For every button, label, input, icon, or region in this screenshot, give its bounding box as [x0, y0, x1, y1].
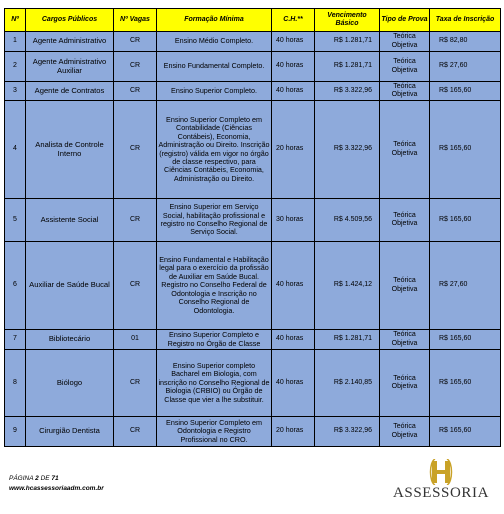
- page-number: [9, 475, 59, 482]
- cell-taxa: R$ 82,80: [430, 32, 501, 52]
- cell-num: 6: [5, 242, 26, 330]
- table-row: [5, 417, 501, 447]
- cell-formacao: Ensino Fundamental e Habilitação legal para o exercício da profissão de Auxiliar em Saúde Bucal. Registro no Conselho Federal de Odontologia e Inscrição no Conselho Regional de Odontologia.: [157, 242, 272, 330]
- logo-text: ASSESSORIA: [392, 485, 490, 501]
- table-row: [5, 199, 501, 242]
- cell-vagas: CR: [114, 242, 157, 330]
- hc-logo-icon: [427, 459, 455, 485]
- cell-ch: 20 horas: [272, 417, 315, 447]
- company-logo: [391, 459, 501, 513]
- cell-vagas: CR: [114, 32, 157, 52]
- cell-cargo: Cirurgião Dentista: [26, 417, 114, 447]
- table-row: [5, 350, 501, 417]
- cell-cargo: Agente Administrativo Auxiliar: [26, 52, 114, 82]
- cell-formacao: Ensino Superior Completo em Odontologia e Registro Profissional no CRO.: [157, 417, 272, 447]
- table-row: [5, 101, 501, 199]
- cell-cargo: Assistente Social: [26, 199, 114, 242]
- cell-vencimento: R$ 2.140,85: [315, 350, 380, 417]
- cell-vencimento: R$ 3.322,96: [315, 101, 380, 199]
- cell-taxa: R$ 27,60: [430, 242, 501, 330]
- cell-vencimento: R$ 3.322,96: [315, 82, 380, 101]
- cell-taxa: R$ 165,60: [430, 417, 501, 447]
- cell-num: 2: [5, 52, 26, 82]
- cell-vencimento: R$ 1.424,12: [315, 242, 380, 330]
- cell-vagas: CR: [114, 82, 157, 101]
- cell-formacao: Ensino Superior Completo em Contabilidade (Ciências Contábeis), Economia, Administração ou Direito. Inscrição (registro) válida em vigor no órgão de classe respectivo, para Ciências Contábeis, Economia, Administração ou Direito.: [157, 101, 272, 199]
- cell-cargo: Biólogo: [26, 350, 114, 417]
- cell-formacao: Ensino Superior em Serviço Social, habilitação profissional e registro no Conselho Regional de Serviço Social.: [157, 199, 272, 242]
- header-cargo: Cargos Públicos: [26, 9, 114, 32]
- vacancies-table: [4, 8, 501, 447]
- header-vencimento: Vencimento Básico: [315, 9, 380, 32]
- cell-ch: 20 horas: [272, 101, 315, 199]
- cell-prova: Teórica Objetiva: [380, 350, 430, 417]
- cell-ch: 40 horas: [272, 350, 315, 417]
- table-row: [5, 330, 501, 350]
- cell-taxa: R$ 165,60: [430, 199, 501, 242]
- cell-num: 5: [5, 199, 26, 242]
- cell-vencimento: R$ 1.281,71: [315, 52, 380, 82]
- cell-cargo: Bibliotecário: [26, 330, 114, 350]
- cell-prova: Teórica Objetiva: [380, 330, 430, 350]
- cell-taxa: R$ 165,60: [430, 101, 501, 199]
- cell-vagas: 01: [114, 330, 157, 350]
- cell-num: 8: [5, 350, 26, 417]
- cell-formacao: Ensino Superior completo Bacharel em Biologia, com inscrição no Conselho Regional de Biologia (CRBIO) ou Órgão de Classe que vier a lhe substituir.: [157, 350, 272, 417]
- website-link[interactable]: www.hcassessoriaadm.com.br: [9, 485, 104, 492]
- cell-num: 4: [5, 101, 26, 199]
- header-formacao: Formação Mínima: [157, 9, 272, 32]
- table-row: [5, 52, 501, 82]
- header-num: Nº: [5, 9, 26, 32]
- page-separator: DE: [40, 475, 50, 482]
- cell-ch: 40 horas: [272, 330, 315, 350]
- cell-num: 3: [5, 82, 26, 101]
- header-ch: C.H.**: [272, 9, 315, 32]
- cell-cargo: Auxiliar de Saúde Bucal: [26, 242, 114, 330]
- cell-prova: Teórica Objetiva: [380, 82, 430, 101]
- cell-vagas: CR: [114, 101, 157, 199]
- cell-prova: Teórica Objetiva: [380, 52, 430, 82]
- cell-ch: 40 horas: [272, 52, 315, 82]
- table-row: [5, 32, 501, 52]
- cell-num: 1: [5, 32, 26, 52]
- cell-prova: Teórica Objetiva: [380, 101, 430, 199]
- cell-vagas: CR: [114, 350, 157, 417]
- cell-ch: 30 horas: [272, 199, 315, 242]
- cell-formacao: Ensino Superior Completo e Registro no Órgão de Classe: [157, 330, 272, 350]
- cell-vencimento: R$ 1.281,71: [315, 32, 380, 52]
- cell-cargo: Agente Administrativo: [26, 32, 114, 52]
- cell-taxa: R$ 165,60: [430, 350, 501, 417]
- cell-ch: 40 horas: [272, 82, 315, 101]
- cell-vencimento: R$ 4.509,56: [315, 199, 380, 242]
- header-taxa: Taxa de Inscrição: [430, 9, 501, 32]
- header-vagas: Nº Vagas: [114, 9, 157, 32]
- cell-vagas: CR: [114, 417, 157, 447]
- table-row: [5, 82, 501, 101]
- cell-prova: Teórica Objetiva: [380, 417, 430, 447]
- cell-formacao: Ensino Superior Completo.: [157, 82, 272, 101]
- cell-vencimento: R$ 1.281,71: [315, 330, 380, 350]
- cell-num: 7: [5, 330, 26, 350]
- header-prova: Tipo de Prova: [380, 9, 430, 32]
- page-total: 71: [51, 475, 59, 482]
- cell-prova: Teórica Objetiva: [380, 242, 430, 330]
- cell-ch: 40 horas: [272, 32, 315, 52]
- cell-prova: Teórica Objetiva: [380, 32, 430, 52]
- page-prefix: PÁGINA: [9, 475, 34, 482]
- cell-ch: 40 horas: [272, 242, 315, 330]
- cell-taxa: R$ 165,60: [430, 330, 501, 350]
- cell-cargo: Analista de Controle Interno: [26, 101, 114, 199]
- cell-formacao: Ensino Fundamental Completo.: [157, 52, 272, 82]
- table-header-row: [5, 9, 501, 32]
- cell-vagas: CR: [114, 199, 157, 242]
- cell-prova: Teórica Objetiva: [380, 199, 430, 242]
- cell-formacao: Ensino Médio Completo.: [157, 32, 272, 52]
- cell-cargo: Agente de Contratos: [26, 82, 114, 101]
- cell-taxa: R$ 165,60: [430, 82, 501, 101]
- cell-vagas: CR: [114, 52, 157, 82]
- cell-num: 9: [5, 417, 26, 447]
- page-current: 2: [35, 475, 39, 482]
- table-row: [5, 242, 501, 330]
- cell-vencimento: R$ 3.322,96: [315, 417, 380, 447]
- cell-taxa: R$ 27,60: [430, 52, 501, 82]
